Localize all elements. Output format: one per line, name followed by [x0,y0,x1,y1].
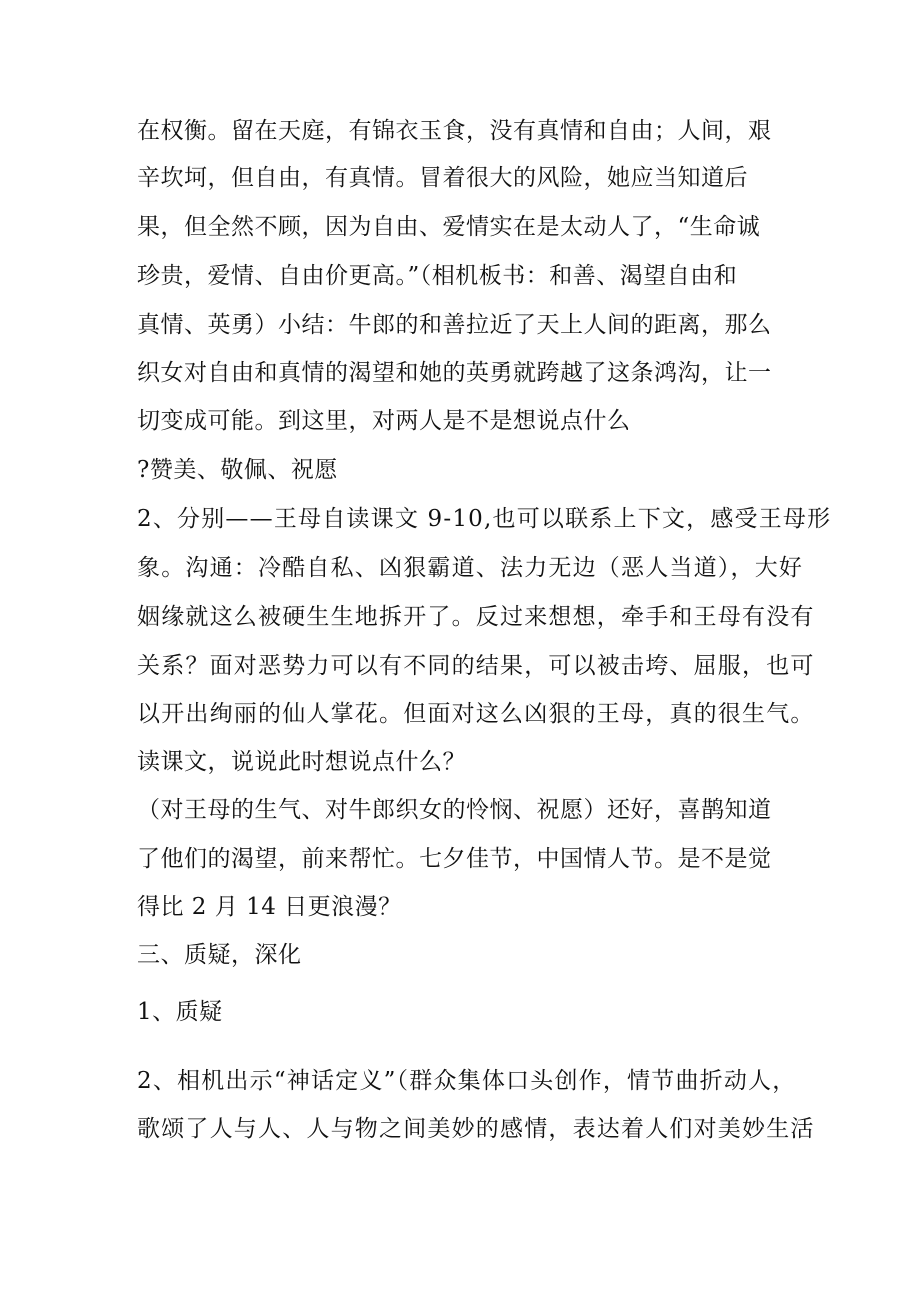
text-line-10: 象。沟通：冷酷自私、凶狠霸道、法力无边（恶人当道），大好 [137,555,804,581]
text-line-5: 真情、英勇）小结：牛郎的和善拉近了天上人间的距离，那么 [137,312,772,338]
text-line-17: 得比 2 月 14 日更浪漫？ [137,894,402,920]
text-line-9: 2、分别——王母自读课文 9-10,也可以联系上下文，感受王母形 [137,506,832,532]
text-line-14: 读课文，说说此时想说点什么？ [137,749,466,775]
text-line-8: ?赞美、敬佩、祝愿 [137,457,338,483]
text-line-21: 歌颂了人与人、人与物之间美妙的感情，表达着人们对美妙生活 [137,1116,815,1142]
text-line-2: 辛坎坷，但自由，有真情。冒着很大的风险，她应当知道后 [137,165,748,191]
text-line-7: 切变成可能。到这里，对两人是不是想说点什么 [137,408,631,434]
text-line-19: 1、质疑 [137,999,223,1025]
text-line-15: （对王母的生气、对牛郎织女的怜悯、祝愿）还好，喜鹊知道 [137,797,772,823]
text-line-13: 以开出绚丽的仙人掌花。但面对这么凶狠的王母，真的很生气。 [137,701,815,727]
text-line-6: 织女对自由和真情的渴望和她的英勇就跨越了这条鸿沟，让一 [137,360,772,386]
text-line-4: 珍贵，爱情、自由价更高。”（相机板书：和善、渴望自由和 [137,263,738,289]
text-line-1: 在权衡。留在天庭，有锦衣玉食，没有真情和自由；人间，艰 [137,118,772,144]
text-line-3: 果，但全然不顾，因为自由、爱情实在是太动人了，“生命诚 [137,214,761,240]
section-heading-3: 三、质疑，深化 [137,942,302,968]
text-line-16: 了他们的渴望，前来帮忙。七夕佳节，中国情人节。是不是觉 [137,846,772,872]
text-line-20: 2、相机出示“神话定义”（群众集体口头创作，情节曲折动人， [137,1068,797,1094]
text-line-12: 关系？面对恶势力可以有不同的结果，可以被击垮、屈服，也可 [137,653,815,679]
text-line-11: 姻缘就这么被硬生生地拆开了。反过来想想，牵手和王母有没有 [137,604,815,630]
